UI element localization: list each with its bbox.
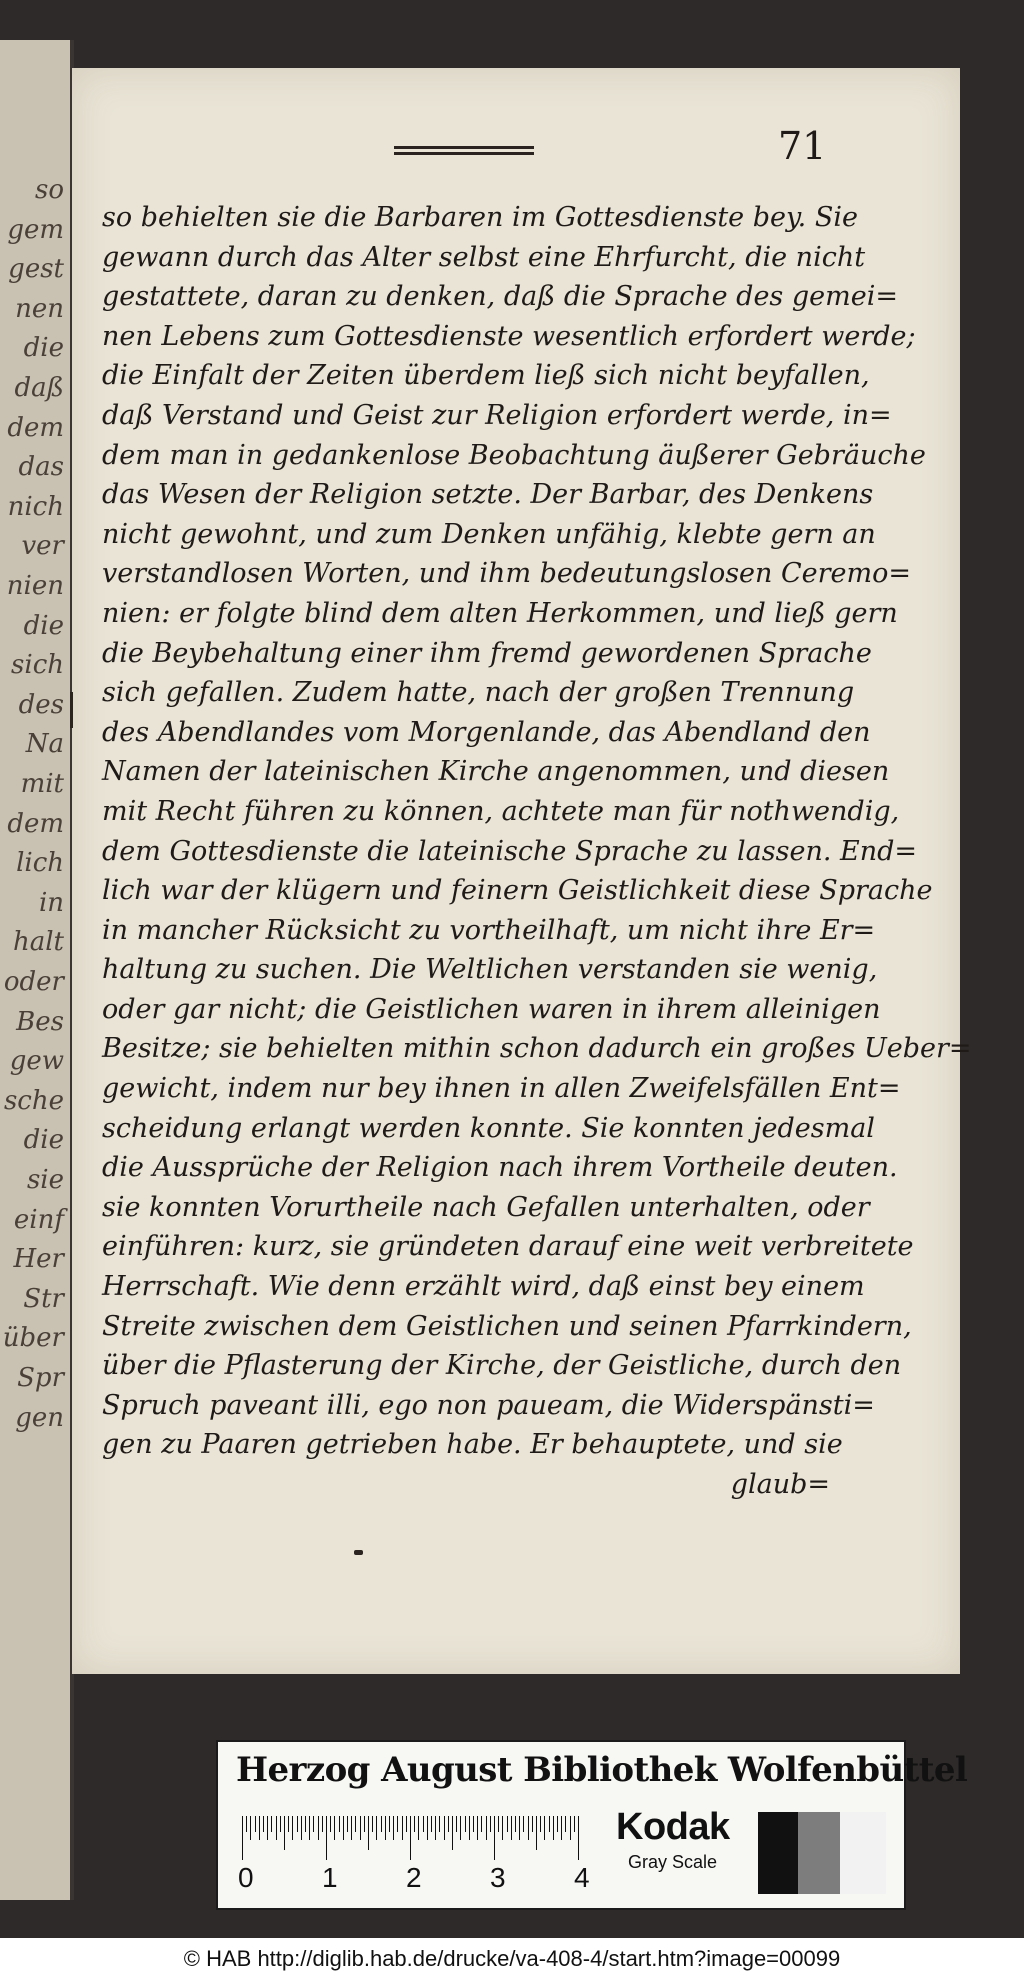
text-line: einführen: kurz, sie gründeten darauf eine weit verbreitete xyxy=(102,1231,914,1263)
ruler-tick xyxy=(448,1816,449,1832)
ruler-tick xyxy=(502,1816,503,1840)
ruler-tick xyxy=(452,1816,453,1850)
facing-page-fragment: gew xyxy=(9,1046,64,1077)
measurement-ruler xyxy=(238,1810,608,1900)
text-line: scheidung erlangt werden konnte. Sie konnten jedesmal xyxy=(102,1112,875,1144)
ruler-tick xyxy=(385,1816,386,1840)
page-number: 71 xyxy=(778,124,827,168)
ruler-tick xyxy=(561,1816,562,1840)
ruler-tick xyxy=(389,1816,390,1832)
text-line: dem Gottesdienste die lateinische Sprache zu lassen. End= xyxy=(102,835,918,867)
ruler-tick xyxy=(439,1816,440,1832)
facing-page-fragment: Bes xyxy=(16,1006,64,1037)
ruler-tick xyxy=(498,1816,499,1832)
text-line: gestattete, daran zu denken, daß die Sprache des gemei= xyxy=(102,281,898,313)
ruler-tick xyxy=(557,1816,558,1832)
text-line: in mancher Rücksicht zu vortheilhaft, um nicht ihre Er= xyxy=(102,914,876,946)
ruler-tick xyxy=(330,1816,331,1832)
text-line: nicht gewohnt, und zum Denken unfähig, klebte gern an xyxy=(102,518,876,550)
facing-page-fragment: gest xyxy=(8,254,64,285)
header-ornament-rule xyxy=(394,146,534,155)
ruler-tick xyxy=(297,1816,298,1832)
ruler-tick xyxy=(259,1816,260,1840)
text-line: Besitze; sie behielten mithin schon dadurch ein großes Ueber= xyxy=(102,1033,972,1065)
ruler-tick xyxy=(292,1816,293,1840)
facing-page-fragment: über xyxy=(2,1323,64,1354)
ruler-tick xyxy=(368,1816,369,1850)
ruler-tick xyxy=(477,1816,478,1840)
ruler-tick xyxy=(456,1816,457,1832)
ruler-tick xyxy=(276,1816,277,1840)
ruler-tick xyxy=(347,1816,348,1832)
ruler-tick xyxy=(565,1816,566,1832)
facing-page-fragment: einf xyxy=(13,1204,64,1235)
text-line: Herrschaft. Wie denn erzählt wird, daß einst bey einem xyxy=(102,1271,865,1303)
ruler-tick xyxy=(343,1816,344,1840)
text-line: Namen der lateinischen Kirche angenommen, und diesen xyxy=(102,756,890,788)
ruler-tick xyxy=(288,1816,289,1832)
ruler-tick xyxy=(427,1816,428,1840)
facing-page-fragment: dem xyxy=(7,808,64,839)
facing-page-fragment: Her xyxy=(13,1244,64,1275)
ruler-tick xyxy=(528,1816,529,1840)
text-line: nen Lebens zum Gottesdienste wesentlich erfordert werde; xyxy=(102,320,916,352)
ruler-tick xyxy=(494,1816,495,1860)
facing-page-fragment: so xyxy=(35,175,64,205)
ruler-tick xyxy=(507,1816,508,1832)
ruler-tick xyxy=(339,1816,340,1832)
page-body-text xyxy=(102,198,972,1505)
ruler-tick xyxy=(469,1816,470,1840)
facing-page-fragment: dem xyxy=(7,412,64,443)
ruler-tick xyxy=(423,1816,424,1832)
ruler-tick xyxy=(536,1816,537,1850)
ruler-tick xyxy=(570,1816,571,1840)
text-line: die Einfalt der Zeiten überdem ließ sich nicht beyfallen, xyxy=(102,360,870,392)
color-scale-card xyxy=(216,1740,968,1910)
ink-speck xyxy=(354,1550,363,1555)
ruler-tick xyxy=(578,1816,579,1860)
ruler-tick xyxy=(532,1816,533,1832)
ruler-tick xyxy=(540,1816,541,1832)
ruler-tick xyxy=(376,1816,377,1840)
text-line: die Aussprüche der Religion nach ihrem Vortheile deuten. xyxy=(102,1152,898,1184)
text-line: Spruch paveant illi, ego non paueam, die Widerspänsti= xyxy=(102,1389,875,1421)
facing-page-fragment: nen xyxy=(15,293,64,324)
facing-page-fragment: gen xyxy=(15,1402,64,1433)
facing-page-fragment: daß xyxy=(14,373,64,403)
ruler-tick xyxy=(473,1816,474,1832)
ruler-tick xyxy=(313,1816,314,1832)
ruler-tick xyxy=(511,1816,512,1840)
ruler-tick xyxy=(360,1816,361,1840)
facing-page-edge xyxy=(0,40,74,1900)
ruler-tick xyxy=(544,1816,545,1840)
ruler-tick xyxy=(372,1816,373,1832)
ruler-tick xyxy=(326,1816,327,1860)
ruler-tick xyxy=(309,1816,310,1840)
ruler-tick xyxy=(444,1816,445,1840)
text-line: oder gar nicht; die Geistlichen waren in ihrem alleinigen xyxy=(102,993,881,1025)
facing-page-fragment: in xyxy=(38,887,64,918)
text-line: lich war der klügern und feinern Geistlichkeit diese Sprache xyxy=(102,875,933,907)
text-line: glaub= xyxy=(730,1469,830,1500)
ruler-number: 0 xyxy=(238,1862,254,1893)
ruler-number: 4 xyxy=(574,1862,590,1893)
gray-swatch xyxy=(798,1812,840,1894)
text-line: gewicht, indem nur bey ihnen in allen Zweifelsfällen Ent= xyxy=(102,1073,901,1105)
ruler-tick xyxy=(381,1816,382,1832)
ruler-number: 1 xyxy=(322,1862,338,1893)
gray-swatch xyxy=(840,1812,886,1894)
ruler-tick xyxy=(519,1816,520,1840)
ruler-tick xyxy=(410,1816,411,1860)
book-page xyxy=(72,68,972,1674)
text-line: gewann durch das Alter selbst eine Ehrfurcht, die nicht xyxy=(102,241,866,273)
text-line: über die Pflasterung der Kirche, der Geistliche, durch den xyxy=(102,1350,902,1382)
text-line: haltung zu suchen. Die Weltlichen verstanden sie wenig, xyxy=(102,954,878,986)
ruler-tick xyxy=(271,1816,272,1832)
facing-page-fragment: oder xyxy=(3,967,64,997)
ruler-tick xyxy=(267,1816,268,1840)
facing-page-fragment: die xyxy=(23,1125,64,1156)
facing-page-fragment: die xyxy=(23,610,64,641)
ruler-tick xyxy=(402,1816,403,1840)
facing-page-fragment: halt xyxy=(12,927,64,958)
ruler-tick xyxy=(322,1816,323,1832)
ruler-tick xyxy=(393,1816,394,1840)
text-line: sich gefallen. Zudem hatte, nach der großen Trennung xyxy=(102,677,855,709)
ruler-tick xyxy=(553,1816,554,1840)
ruler-tick xyxy=(255,1816,256,1832)
text-line: mit Recht führen zu können, achtete man für nothwendig, xyxy=(102,795,900,827)
text-line: dem man in gedankenlose Beobachtung äußerer Gebräuche xyxy=(102,439,926,471)
facing-page-fragment: sich xyxy=(11,650,64,681)
text-line: nien: er folgte blind dem alten Herkommen, und ließ gern xyxy=(102,597,898,629)
ruler-tick xyxy=(351,1816,352,1840)
text-line: daß Verstand und Geist zur Religion erfordert werde, in= xyxy=(102,399,892,431)
ruler-tick xyxy=(397,1816,398,1832)
text-line: des Abendlandes vom Morgenlande, das Abendland den xyxy=(102,716,871,748)
ruler-tick xyxy=(574,1816,575,1832)
ruler-tick xyxy=(486,1816,487,1840)
ruler-tick xyxy=(242,1816,243,1860)
text-line: das Wesen der Religion setzte. Der Barbar, des Denkens xyxy=(102,479,874,511)
ruler-tick xyxy=(414,1816,415,1832)
library-title: Herzog August Bibliothek Wolfenbüttel xyxy=(236,1750,968,1790)
ruler-tick xyxy=(481,1816,482,1832)
ruler-tick xyxy=(284,1816,285,1850)
ruler-tick xyxy=(280,1816,281,1832)
ruler-tick xyxy=(250,1816,251,1840)
ruler-tick xyxy=(549,1816,550,1832)
text-line: Streite zwischen dem Geistlichen und seinen Pfarrkindern, xyxy=(102,1310,912,1342)
facing-page-fragment: nien xyxy=(6,571,64,601)
facing-page-fragment: Spr xyxy=(17,1363,64,1393)
facing-page-fragment: mit xyxy=(20,769,64,799)
ruler-tick xyxy=(460,1816,461,1840)
facing-page-fragment: des xyxy=(18,689,64,720)
facing-page-fragment: Str xyxy=(23,1283,64,1314)
facing-page-fragment: nich xyxy=(7,491,64,522)
ruler-tick xyxy=(305,1816,306,1832)
facing-page-fragment: sche xyxy=(3,1085,64,1116)
gray-swatch xyxy=(758,1812,798,1894)
ruler-tick xyxy=(515,1816,516,1832)
ruler-tick xyxy=(523,1816,524,1832)
ruler-tick xyxy=(490,1816,491,1832)
text-line: so behielten sie die Barbaren im Gottesdienste bey. Sie xyxy=(102,202,858,233)
ruler-tick xyxy=(355,1816,356,1832)
text-line: verstandlosen Worten, und ihm bedeutungslosen Ceremo= xyxy=(102,558,912,590)
facing-page-fragment: das xyxy=(18,452,64,483)
facing-page-fragment: Na xyxy=(25,729,64,760)
ruler-tick xyxy=(246,1816,247,1832)
text-line: die Beybehaltung einer ihm fremd gewordenen Sprache xyxy=(102,637,872,669)
ruler-number: 3 xyxy=(490,1862,506,1893)
ruler-tick xyxy=(364,1816,365,1832)
ruler-number: 2 xyxy=(406,1862,422,1893)
ruler-tick xyxy=(263,1816,264,1832)
ruler-tick xyxy=(406,1816,407,1832)
facing-page-fragment: die xyxy=(23,333,64,364)
ruler-tick xyxy=(418,1816,419,1840)
text-line: sie konnten Vorurtheile nach Gefallen unterhalten, oder xyxy=(102,1191,870,1223)
facing-page-fragment: lich xyxy=(16,848,64,879)
ruler-tick xyxy=(318,1816,319,1840)
facing-page-fragment: sie xyxy=(26,1165,64,1195)
gray-scale-label: Gray Scale xyxy=(628,1852,718,1872)
margin-mark xyxy=(70,692,73,728)
kodak-logo: Kodak xyxy=(616,1806,730,1848)
facing-page-fragment: gem xyxy=(7,214,64,245)
ruler-tick xyxy=(435,1816,436,1840)
ruler-tick xyxy=(334,1816,335,1840)
ruler-tick xyxy=(431,1816,432,1832)
copyright-footer: © HAB http://diglib.hab.de/drucke/va-408-4/start.htm?image=00099 xyxy=(0,1938,1024,1980)
ruler-tick xyxy=(465,1816,466,1832)
text-line: gen zu Paaren getrieben habe. Er behauptete, und sie xyxy=(102,1429,843,1461)
facing-page-fragment: ver xyxy=(21,531,64,562)
ruler-tick xyxy=(301,1816,302,1840)
